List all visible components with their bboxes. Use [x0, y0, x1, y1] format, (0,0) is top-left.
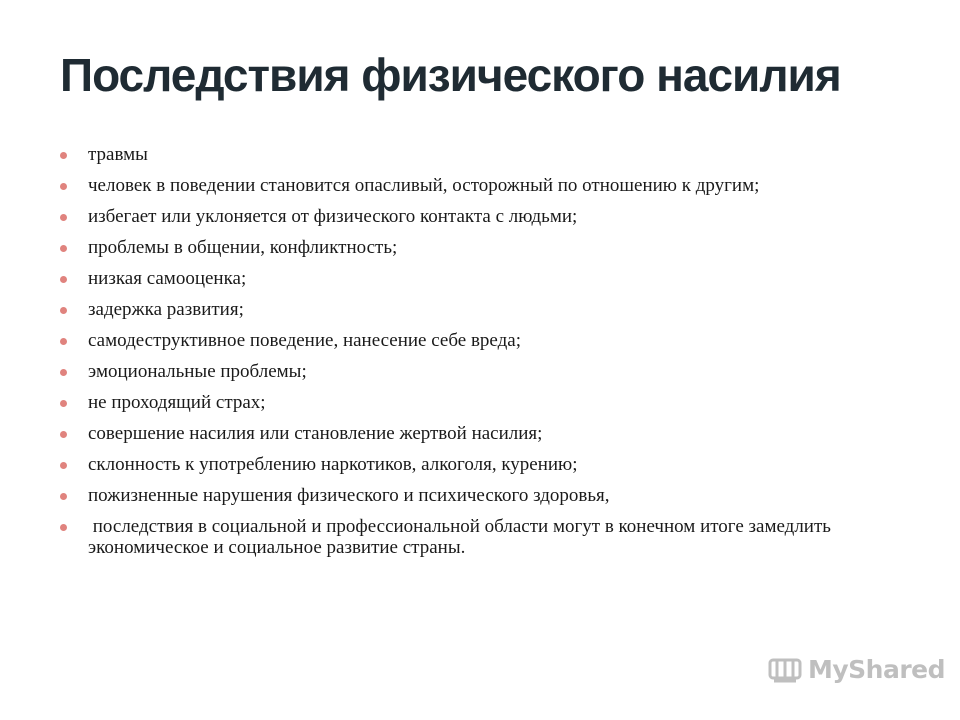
- bullet-text: избегает или уклоняется от физического контакта с людьми;: [88, 206, 578, 227]
- bullet-dot-icon: [60, 214, 67, 221]
- bullet-text: совершение насилия или становление жертвой насилия;: [88, 423, 543, 444]
- bullet-dot-icon: [60, 183, 67, 190]
- list-item: [60, 361, 920, 382]
- bullet-text: проблемы в общении, конфликтность;: [88, 237, 398, 258]
- bullet-dot-icon: [60, 431, 67, 438]
- bullet-dot-icon: [60, 152, 67, 159]
- list-item: [60, 175, 920, 196]
- bullet-dot-icon: [60, 338, 67, 345]
- bullet-dot-icon: [60, 307, 67, 314]
- bullet-text: самодеструктивное поведение, нанесение себе вреда;: [88, 330, 521, 351]
- bullet-text: последствия в социальной и профессиональной области могут в конечном итоге замедлить экономическое и социальное развитие страны.: [88, 516, 836, 558]
- bullet-list: [60, 144, 920, 568]
- list-item: [60, 237, 920, 258]
- bullet-text: задержка развития;: [88, 299, 244, 320]
- bullet-text: эмоциональные проблемы;: [88, 361, 307, 382]
- list-item: [60, 516, 920, 558]
- list-item: [60, 454, 920, 475]
- bullet-dot-icon: [60, 369, 67, 376]
- bullet-dot-icon: [60, 462, 67, 469]
- list-item: [60, 206, 920, 227]
- list-item: [60, 423, 920, 444]
- list-item: [60, 144, 920, 165]
- bullet-text: не проходящий страх;: [88, 392, 266, 413]
- slide-title: Последствия физического насилия: [60, 49, 841, 101]
- list-item: [60, 330, 920, 351]
- bullet-dot-icon: [60, 276, 67, 283]
- bullet-dot-icon: [60, 245, 67, 252]
- list-item: [60, 485, 920, 506]
- list-item: [60, 268, 920, 289]
- list-item: [60, 299, 920, 320]
- bullet-dot-icon: [60, 400, 67, 407]
- list-item: [60, 392, 920, 413]
- bullet-text: человек в поведении становится опасливый, осторожный по отношению к другим;: [88, 175, 760, 196]
- watermark-text: MyShared: [808, 654, 946, 684]
- bullet-text: травмы: [88, 144, 148, 165]
- myshared-logo-icon: [768, 654, 802, 684]
- bullet-text: склонность к употреблению наркотиков, алкоголя, курению;: [88, 454, 578, 475]
- bullet-text: пожизненные нарушения физического и психического здоровья,: [88, 485, 610, 506]
- bullet-dot-icon: [60, 493, 67, 500]
- bullet-dot-icon: [60, 524, 67, 531]
- myshared-watermark[interactable]: [768, 654, 945, 684]
- bullet-text: низкая самооценка;: [88, 268, 247, 289]
